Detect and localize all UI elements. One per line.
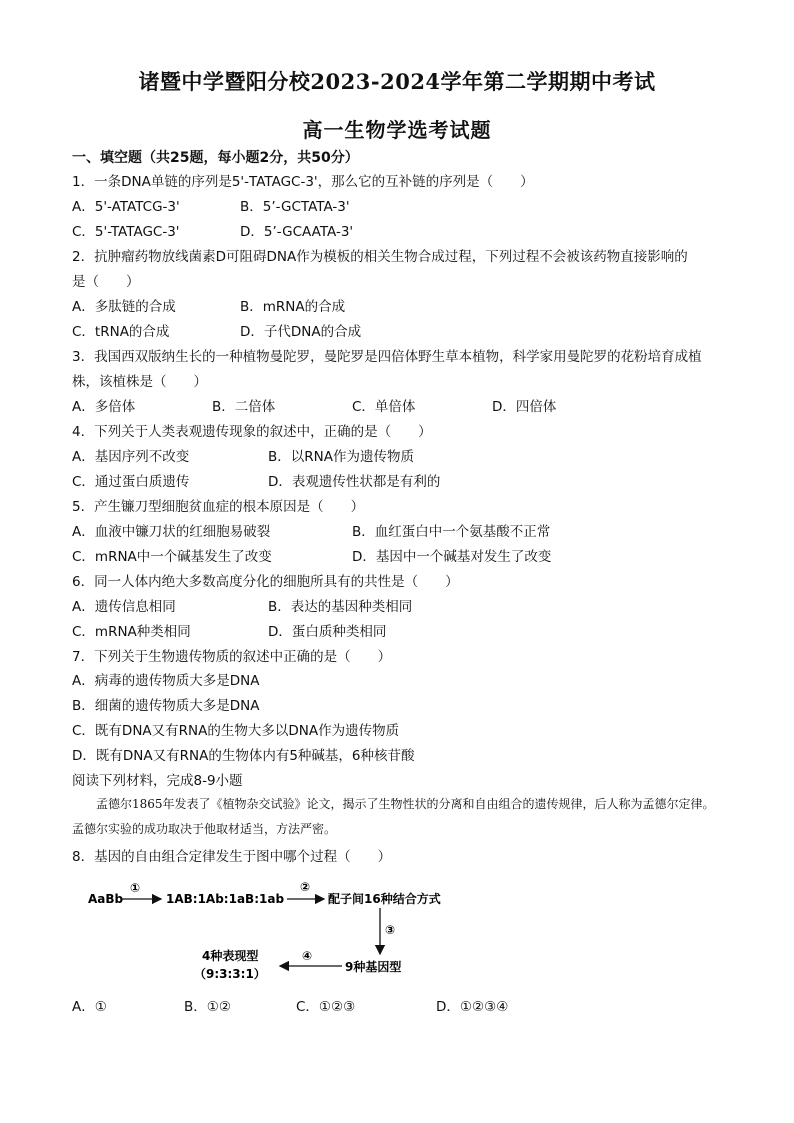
material-text: 孟德尔1865年发表了《植物杂交试验》论文，揭示了生物性状的分离和自由组合的遗传规律，后人称为孟德尔定律。孟德尔实验的成功取决于他取材适当，方法严密。 xyxy=(72,797,715,836)
option-c: C．①②③ xyxy=(296,999,356,1015)
question-stem: 6．同一人体内绝大多数高度分化的细胞所具有的共性是（ ） xyxy=(72,574,459,590)
question-stem: 7．下列关于生物遗传物质的叙述中正确的是（ ） xyxy=(72,649,392,665)
option-c: C．tRNA的合成 xyxy=(72,324,170,340)
option-c: C．mRNA种类相同 xyxy=(72,624,191,640)
option-d: D．5’-GCAATA-3' xyxy=(240,224,354,240)
option-b: B．以RNA作为遗传物质 xyxy=(268,449,414,465)
option-b: B．mRNA的合成 xyxy=(240,299,346,315)
option-b: B．表达的基因种类相同 xyxy=(268,599,413,615)
step-4-label: ④ xyxy=(302,949,313,963)
option-c: C．既有DNA又有RNA的生物大多以DNA作为遗传物质 xyxy=(72,723,400,739)
option-a: A．① xyxy=(72,999,107,1015)
option-b: B．5’-GCTATA-3' xyxy=(240,199,350,215)
option-b: B．二倍体 xyxy=(212,399,276,415)
option-b: B．血红蛋白中一个氨基酸不正常 xyxy=(352,524,551,540)
question-stem: 1．一条DNA单链的序列是5'-TATAGC-3'，那么它的互补链的序列是（ ） xyxy=(72,174,534,190)
option-c: C．mRNA中一个碱基发生了改变 xyxy=(72,549,272,565)
question-stem-continued: 株，该植株是（ ） xyxy=(72,374,207,390)
option-b: B．细菌的遗传物质大多是DNA xyxy=(72,698,260,714)
reading-material xyxy=(72,792,722,842)
reading-instruction: 阅读下列材料，完成8-9小题 xyxy=(72,773,243,789)
question-stem-continued: 是（ ） xyxy=(72,274,140,290)
option-a: A．遗传信息相同 xyxy=(72,599,176,615)
step-1-label: ① xyxy=(130,881,141,895)
question-stem: 2．抗肿瘤药物放线菌素D可阻碍DNA作为模板的相关生物合成过程，下列过程不会被该药物直接影响的 xyxy=(72,249,688,265)
genetics-process-diagram xyxy=(80,872,470,987)
section-heading: 一、填空题（共25题，每小题2分，共50分） xyxy=(72,150,359,166)
parent-genotype: AaBb xyxy=(88,892,124,906)
option-d: D．表观遗传性状都是有利的 xyxy=(268,474,441,490)
option-a: A．5'-ATATCG-3' xyxy=(72,199,180,215)
option-c: C．5'-TATAGC-3' xyxy=(72,224,180,240)
option-d: D．子代DNA的合成 xyxy=(240,324,362,340)
option-a: A．多肽链的合成 xyxy=(72,299,176,315)
option-c: C．通过蛋白质遗传 xyxy=(72,474,190,490)
question-stem: 8．基因的自由组合定律发生于图中哪个过程（ ） xyxy=(72,849,392,865)
phenotype-count: 4种表现型 xyxy=(202,949,259,963)
option-b: B．①② xyxy=(184,999,231,1015)
exam-title: 诸暨中学暨阳分校2023-2024学年第二学期期中考试 xyxy=(138,69,656,94)
question-stem: 3．我国西双版纳生长的一种植物曼陀罗，曼陀罗是四倍体野生草本植物，科学家用曼陀罗的花粉培育成植 xyxy=(72,349,702,365)
option-a: A．基因序列不改变 xyxy=(72,449,190,465)
question-stem: 4．下列关于人类表观遗传现象的叙述中，正确的是（ ） xyxy=(72,424,432,440)
option-d: D．既有DNA又有RNA的生物体内有5种碱基，6种核苷酸 xyxy=(72,748,415,764)
option-c: C．单倍体 xyxy=(352,399,416,415)
option-a: A．病毒的遗传物质大多是DNA xyxy=(72,673,260,689)
gamete-ratio: 1AB:1Ab:1aB:1ab xyxy=(166,892,285,906)
option-a: A．多倍体 xyxy=(72,399,136,415)
genotype-count: 9种基因型 xyxy=(345,960,402,974)
option-d: D．四倍体 xyxy=(492,399,557,415)
step-3-label: ③ xyxy=(385,923,396,937)
question-stem: 5．产生镰刀型细胞贫血症的根本原因是（ ） xyxy=(72,499,365,515)
exam-subtitle: 高一生物学选考试题 xyxy=(302,118,492,142)
option-d: D．蛋白质种类相同 xyxy=(268,624,387,640)
gamete-combinations: 配子间16种结合方式 xyxy=(328,892,441,906)
step-2-label: ② xyxy=(300,880,311,894)
option-d: D．①②③④ xyxy=(436,999,509,1015)
phenotype-ratio: （9:3:3:1） xyxy=(194,967,266,981)
option-d: D．基因中一个碱基对发生了改变 xyxy=(352,549,552,565)
option-a: A．血液中镰刀状的红细胞易破裂 xyxy=(72,524,271,540)
